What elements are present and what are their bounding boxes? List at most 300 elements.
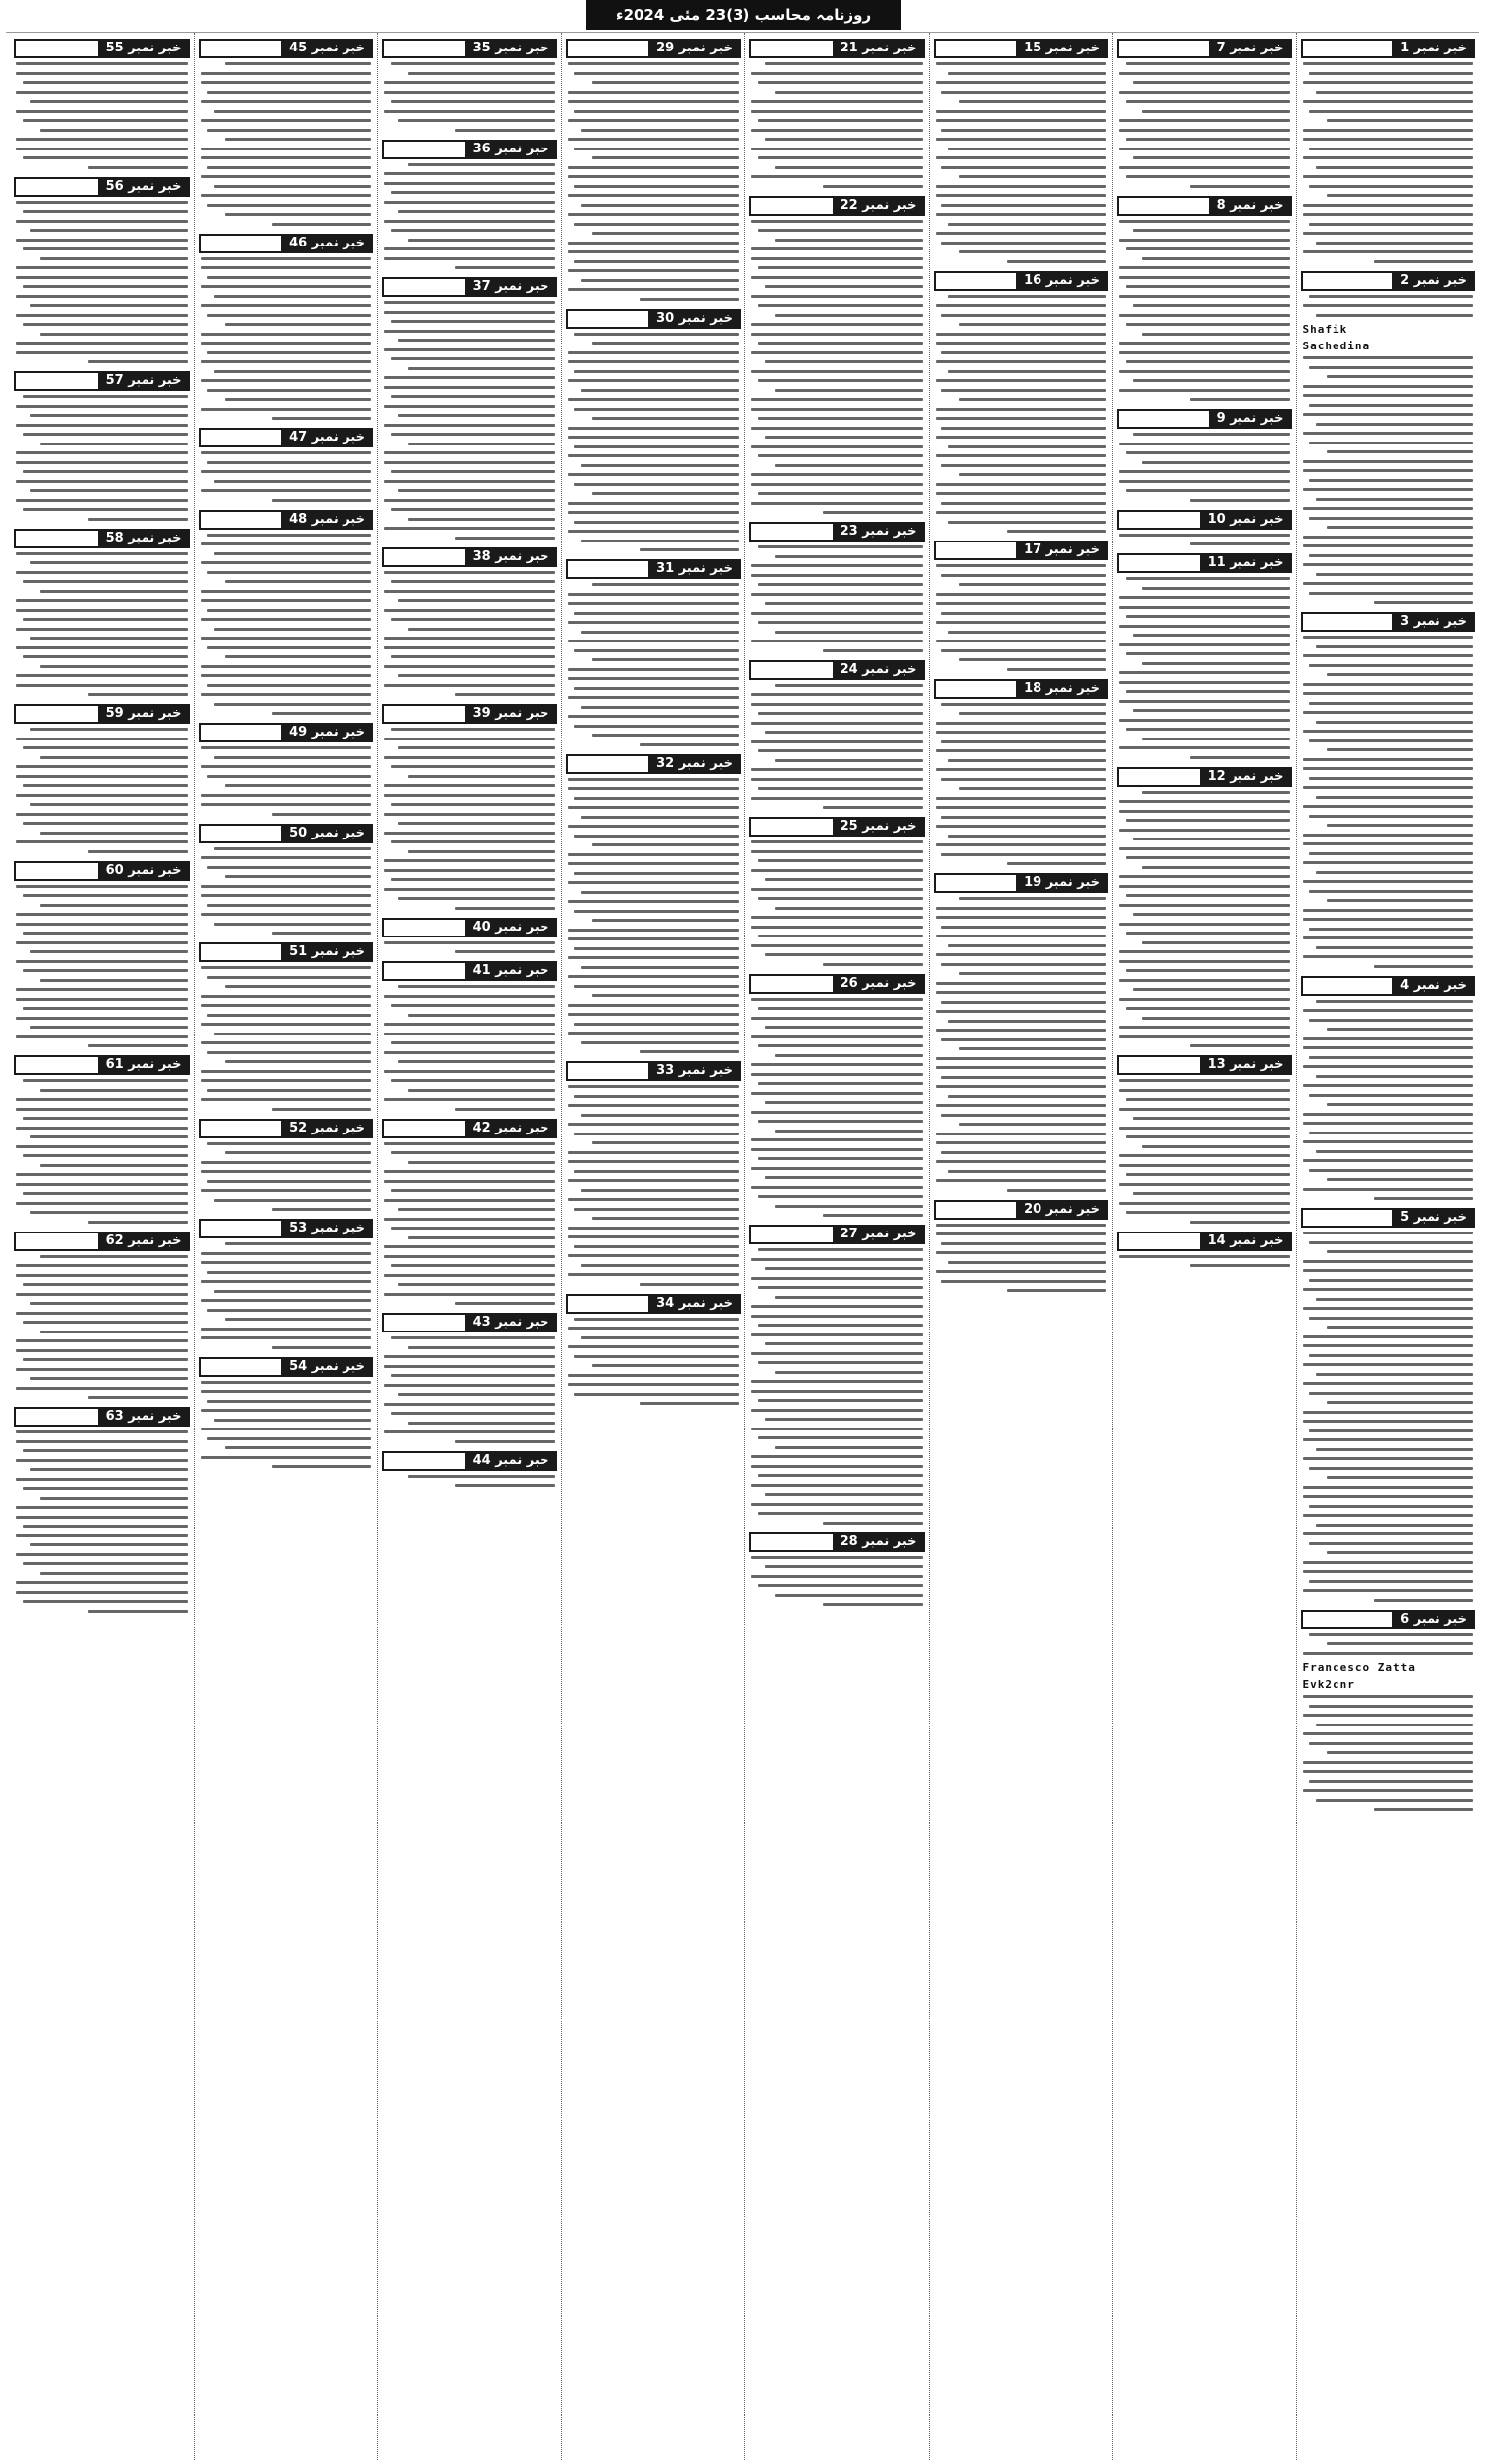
text-line xyxy=(1303,1761,1474,1764)
text-line xyxy=(1119,1108,1290,1111)
text-line xyxy=(775,1130,922,1133)
text-line xyxy=(1316,423,1473,426)
text-line xyxy=(214,295,371,298)
text-line xyxy=(23,969,188,972)
text-line xyxy=(16,794,188,797)
text-line xyxy=(936,492,1107,495)
text-line xyxy=(384,684,555,687)
text-line xyxy=(568,621,740,624)
text-line xyxy=(384,110,555,113)
text-line xyxy=(408,1346,554,1349)
text-line xyxy=(1142,662,1289,665)
text-line xyxy=(1126,62,1290,65)
text-line xyxy=(16,923,188,926)
news-item xyxy=(749,39,925,188)
text-line xyxy=(568,1085,740,1088)
text-line xyxy=(1126,652,1290,655)
text-line xyxy=(581,204,739,207)
news-item-header-box xyxy=(566,754,649,774)
news-item-number: خبر نمبر 27 xyxy=(833,1225,925,1244)
text-line xyxy=(1119,885,1290,888)
news-item-header-box xyxy=(934,39,1017,58)
text-line xyxy=(1316,166,1473,169)
text-line xyxy=(568,119,740,122)
news-item-header-box xyxy=(1117,510,1200,530)
text-line xyxy=(1119,681,1290,684)
text-line xyxy=(207,314,371,317)
text-line xyxy=(936,1224,1107,1227)
text-line xyxy=(568,937,740,940)
news-item-header xyxy=(749,39,925,58)
text-line xyxy=(1316,1075,1473,1078)
text-line xyxy=(16,1127,188,1130)
text-line xyxy=(640,1283,739,1286)
news-item-header-box xyxy=(14,861,98,881)
text-line xyxy=(201,1280,372,1283)
text-line xyxy=(568,288,740,291)
text-line xyxy=(568,806,740,809)
news-item-header xyxy=(14,861,190,881)
text-line xyxy=(398,599,555,602)
news-item-header xyxy=(566,1294,742,1314)
text-line xyxy=(568,593,740,596)
text-line xyxy=(398,985,555,988)
text-line xyxy=(1119,960,1290,963)
text-line xyxy=(384,1033,555,1035)
text-line xyxy=(23,247,188,250)
news-item-header-box xyxy=(749,817,833,837)
text-line xyxy=(207,1014,371,1017)
news-item-header xyxy=(1117,510,1292,530)
news-item-header xyxy=(934,679,1109,699)
text-line xyxy=(1303,861,1474,864)
news-item-header-box xyxy=(199,824,282,843)
news-item-body xyxy=(566,333,742,552)
text-line xyxy=(1142,738,1289,740)
text-line xyxy=(40,333,187,336)
text-line xyxy=(568,956,740,959)
text-line xyxy=(201,1261,372,1264)
text-line xyxy=(408,1161,554,1164)
text-line xyxy=(936,991,1107,994)
text-line xyxy=(201,304,372,307)
text-line xyxy=(23,580,188,583)
text-line xyxy=(1119,72,1290,75)
text-line xyxy=(30,1135,188,1138)
text-line xyxy=(1316,498,1473,501)
text-line xyxy=(936,722,1107,725)
text-line xyxy=(30,950,188,953)
text-line xyxy=(225,1446,371,1449)
text-line xyxy=(765,731,923,734)
text-line xyxy=(1119,596,1290,599)
text-line xyxy=(1126,323,1290,326)
news-item xyxy=(1117,510,1292,546)
text-line xyxy=(765,1176,923,1179)
text-line xyxy=(758,935,923,937)
text-line xyxy=(574,1170,739,1173)
text-line xyxy=(581,1336,739,1339)
text-line xyxy=(568,787,740,790)
text-line xyxy=(751,1092,923,1095)
text-line xyxy=(1119,979,1290,982)
text-line xyxy=(272,1465,371,1468)
news-item-body xyxy=(382,571,557,697)
news-column-4 xyxy=(744,33,929,2460)
news-item-header-box xyxy=(566,1061,649,1081)
text-line xyxy=(751,564,923,567)
news-item-header xyxy=(749,817,925,837)
text-line xyxy=(384,1051,555,1054)
news-item-body xyxy=(934,897,1109,1192)
text-line xyxy=(936,110,1107,113)
text-line xyxy=(201,1170,372,1173)
news-item-header-box xyxy=(14,529,98,548)
news-item-number: خبر نمبر 5 xyxy=(1392,1208,1475,1228)
text-line xyxy=(1316,796,1473,799)
text-line xyxy=(16,913,188,916)
news-item xyxy=(1301,39,1476,263)
news-item-number: خبر نمبر 29 xyxy=(648,39,741,58)
text-line xyxy=(384,571,555,574)
text-line xyxy=(391,357,555,360)
news-item-header xyxy=(1117,39,1292,58)
text-line xyxy=(1309,1056,1473,1059)
news-item-number: خبر نمبر 21 xyxy=(833,39,925,58)
text-line xyxy=(751,1380,923,1383)
text-line xyxy=(23,1600,188,1603)
text-line xyxy=(384,91,555,94)
text-line xyxy=(574,260,739,263)
text-line xyxy=(568,1383,740,1386)
text-line xyxy=(16,1274,188,1277)
text-line xyxy=(1303,955,1474,958)
text-line xyxy=(1119,1127,1290,1130)
text-line xyxy=(568,1151,740,1154)
text-line xyxy=(581,389,739,392)
news-item xyxy=(382,140,557,270)
news-item xyxy=(1117,1232,1292,1268)
text-line xyxy=(30,229,188,232)
text-line xyxy=(384,1403,555,1406)
text-line xyxy=(384,794,555,797)
text-line xyxy=(201,599,372,602)
text-line xyxy=(758,1474,923,1477)
text-line xyxy=(384,1070,555,1073)
text-line xyxy=(207,1400,371,1403)
text-line xyxy=(775,1054,922,1057)
text-line xyxy=(384,1274,555,1277)
news-item-header-box xyxy=(1117,39,1209,58)
text-line xyxy=(40,129,187,132)
text-line xyxy=(758,859,923,862)
text-line xyxy=(751,100,923,103)
news-item-header xyxy=(566,1061,742,1081)
text-line xyxy=(201,119,372,122)
news-item-body xyxy=(14,728,190,853)
text-line xyxy=(391,618,555,621)
text-line xyxy=(1119,1164,1290,1167)
text-line xyxy=(1303,100,1474,103)
text-line xyxy=(1303,1260,1474,1263)
text-line xyxy=(1309,223,1473,226)
text-line xyxy=(823,1214,922,1217)
text-line xyxy=(201,1328,372,1331)
text-line xyxy=(574,1023,739,1026)
text-line xyxy=(758,342,923,345)
text-line xyxy=(1126,1007,1290,1010)
news-item-header-box xyxy=(749,1532,833,1552)
text-line xyxy=(201,1023,372,1026)
text-line xyxy=(574,521,739,524)
text-line xyxy=(1303,1009,1474,1012)
text-line xyxy=(207,461,371,464)
text-line xyxy=(1303,654,1474,657)
text-line xyxy=(758,454,923,457)
text-line xyxy=(88,1610,188,1613)
news-item-body xyxy=(14,62,190,169)
text-line xyxy=(201,1381,372,1384)
news-item xyxy=(934,679,1109,866)
text-line xyxy=(207,904,371,907)
text-line xyxy=(16,342,188,345)
text-line xyxy=(391,191,555,194)
text-line xyxy=(568,213,740,216)
text-line xyxy=(751,1333,923,1336)
text-line xyxy=(936,483,1107,486)
text-line xyxy=(592,734,739,737)
text-line xyxy=(207,351,371,354)
text-line xyxy=(751,1063,923,1066)
text-line xyxy=(568,825,740,828)
text-line xyxy=(936,935,1107,937)
news-item-number: خبر نمبر 41 xyxy=(465,961,557,981)
text-line xyxy=(936,593,1107,596)
text-line xyxy=(16,552,188,555)
text-line xyxy=(1374,260,1473,263)
text-line xyxy=(384,1218,555,1221)
news-item-number: خبر نمبر 36 xyxy=(465,140,557,159)
news-item-header-box xyxy=(566,39,649,58)
text-line xyxy=(751,926,923,929)
text-line xyxy=(765,1493,923,1496)
text-line xyxy=(201,156,372,159)
text-line xyxy=(225,213,371,216)
text-line xyxy=(1119,1089,1290,1092)
text-line xyxy=(384,220,555,223)
text-line xyxy=(1309,664,1473,667)
news-column-7 xyxy=(194,33,378,2460)
text-line xyxy=(207,1142,371,1145)
news-item-header xyxy=(199,723,374,742)
text-line xyxy=(207,166,371,169)
text-line xyxy=(391,62,555,65)
text-line xyxy=(408,518,554,521)
news-item xyxy=(382,1119,557,1306)
news-item-body xyxy=(382,941,557,954)
text-line xyxy=(1309,1317,1473,1320)
text-line xyxy=(391,229,555,232)
news-item-body xyxy=(199,257,374,421)
text-line xyxy=(1316,1524,1473,1527)
text-line xyxy=(948,521,1106,524)
text-line xyxy=(16,295,188,298)
text-line xyxy=(936,454,1107,457)
news-item xyxy=(1301,271,1476,605)
text-line xyxy=(936,119,1107,122)
text-line xyxy=(775,1446,922,1449)
text-line xyxy=(1303,544,1474,547)
latin-name-text: Sachedina xyxy=(1302,340,1371,352)
text-line xyxy=(384,182,555,185)
news-item xyxy=(382,961,557,1111)
text-line xyxy=(568,427,740,430)
news-item-body xyxy=(382,728,557,910)
text-line xyxy=(23,1562,188,1565)
text-line xyxy=(40,1164,187,1167)
text-line xyxy=(1309,1429,1473,1432)
news-item-header xyxy=(14,39,190,58)
text-line xyxy=(1119,800,1290,803)
text-line xyxy=(1309,815,1473,818)
text-line xyxy=(1303,1159,1474,1162)
news-item-header xyxy=(382,547,557,567)
text-line xyxy=(1303,1411,1474,1414)
text-line xyxy=(1303,232,1474,235)
text-line xyxy=(568,175,740,178)
text-line xyxy=(30,728,188,731)
text-line xyxy=(936,825,1107,828)
text-line xyxy=(758,1082,923,1085)
text-line xyxy=(16,266,188,269)
text-line xyxy=(568,454,740,457)
text-line xyxy=(207,1437,371,1440)
news-item-number: خبر نمبر 39 xyxy=(465,704,557,724)
text-line xyxy=(201,995,372,998)
text-line xyxy=(1119,671,1290,674)
text-line xyxy=(751,850,923,853)
text-line xyxy=(40,590,187,593)
text-line xyxy=(23,1525,188,1528)
text-line xyxy=(1119,875,1290,878)
text-line xyxy=(758,897,923,900)
text-line xyxy=(574,1318,739,1321)
newspaper-page xyxy=(6,32,1479,2460)
latin-name-text: Francesco Zatta xyxy=(1302,1661,1416,1674)
text-line xyxy=(568,269,740,272)
text-line xyxy=(384,637,555,640)
text-line xyxy=(408,1089,554,1092)
text-line xyxy=(398,1283,555,1286)
text-line xyxy=(775,239,922,242)
text-line xyxy=(455,950,554,953)
text-line xyxy=(391,433,555,436)
text-line xyxy=(384,386,555,389)
text-line xyxy=(1303,1714,1474,1717)
news-item-header-box xyxy=(1117,409,1209,429)
text-line xyxy=(758,583,923,586)
text-line xyxy=(758,1361,923,1364)
text-line xyxy=(775,1205,922,1208)
news-item-body xyxy=(1117,791,1292,1048)
text-line xyxy=(568,62,740,65)
text-line xyxy=(214,847,371,850)
text-line xyxy=(16,840,188,843)
text-line xyxy=(384,1365,555,1368)
text-line xyxy=(201,885,372,888)
text-line xyxy=(201,1098,372,1101)
news-item-body xyxy=(382,301,557,540)
text-line xyxy=(948,1095,1106,1098)
text-line xyxy=(16,1017,188,1020)
text-line xyxy=(1303,138,1474,141)
text-line xyxy=(207,1309,371,1312)
text-line xyxy=(751,351,923,354)
text-line xyxy=(751,427,923,430)
text-line xyxy=(384,1384,555,1387)
text-line xyxy=(207,571,371,574)
text-line xyxy=(1303,1307,1474,1310)
news-item-header xyxy=(14,1407,190,1427)
text-line xyxy=(16,1293,188,1296)
news-item-header-box xyxy=(1117,1055,1200,1075)
text-line xyxy=(1133,913,1290,916)
text-line xyxy=(1303,1789,1474,1792)
text-line xyxy=(16,1516,188,1519)
text-line xyxy=(1119,700,1290,703)
news-item xyxy=(14,529,190,697)
text-line xyxy=(207,129,371,132)
text-line xyxy=(1303,62,1474,65)
text-line xyxy=(1119,266,1290,269)
news-item-body xyxy=(14,885,190,1048)
text-line xyxy=(1119,1079,1290,1082)
text-line xyxy=(1303,536,1474,539)
text-line xyxy=(23,822,188,825)
text-line xyxy=(398,897,555,900)
text-line xyxy=(391,470,555,473)
text-line xyxy=(1119,923,1290,926)
text-line xyxy=(775,91,922,94)
text-line xyxy=(1374,1197,1473,1200)
text-line xyxy=(207,775,371,778)
text-line xyxy=(568,715,740,718)
text-line xyxy=(398,1208,555,1211)
text-line xyxy=(758,1044,923,1047)
text-line xyxy=(941,314,1106,317)
text-line xyxy=(751,1465,923,1468)
text-line xyxy=(384,301,555,304)
text-line xyxy=(272,417,371,420)
text-line xyxy=(455,537,554,540)
news-item-header xyxy=(566,309,742,329)
text-line xyxy=(568,360,740,363)
news-item-header xyxy=(1301,1610,1476,1629)
text-line xyxy=(948,223,1106,226)
text-line xyxy=(1119,847,1290,850)
text-line xyxy=(1309,890,1473,893)
text-line xyxy=(384,480,555,483)
news-item-number: خبر نمبر 52 xyxy=(281,1119,373,1138)
text-line xyxy=(568,1198,740,1201)
text-line xyxy=(201,1079,372,1082)
text-line xyxy=(568,1104,740,1107)
text-line xyxy=(23,655,188,658)
text-line xyxy=(936,62,1107,65)
news-item xyxy=(199,1119,374,1212)
text-line xyxy=(936,1029,1107,1032)
text-line xyxy=(1303,1113,1474,1116)
